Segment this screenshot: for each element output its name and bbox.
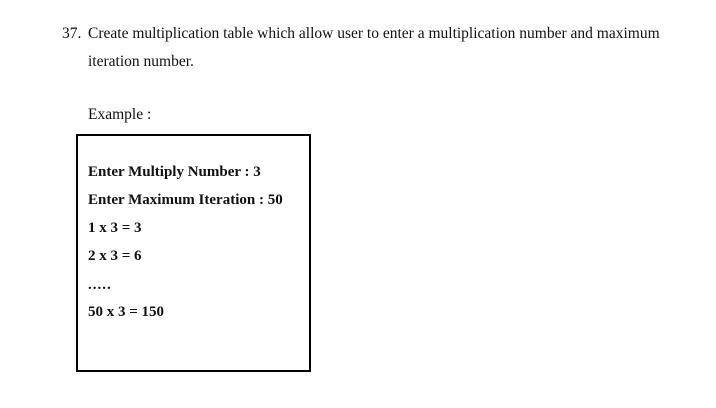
question-text-line-2: iteration number. [88,53,194,70]
question-line-1 [62,20,712,48]
output-ellipsis: ..... [88,277,112,293]
question-text-line-1: Create multiplication table which allow user to enter a multiplication number and maximum [88,25,660,42]
question [62,20,712,76]
example-label: Example : [88,106,152,123]
output-line-1: 1 x 3 = 3 [88,220,142,236]
example-output-box [76,134,311,372]
output-line-last: 50 x 3 = 150 [88,304,165,320]
prompt-multiply-number: Enter Multiply Number : 3 [88,164,261,180]
output-line-2: 2 x 3 = 6 [88,248,142,264]
question-number: 37. [62,25,82,42]
prompt-maximum-iteration: Enter Maximum Iteration : 50 [88,192,283,208]
